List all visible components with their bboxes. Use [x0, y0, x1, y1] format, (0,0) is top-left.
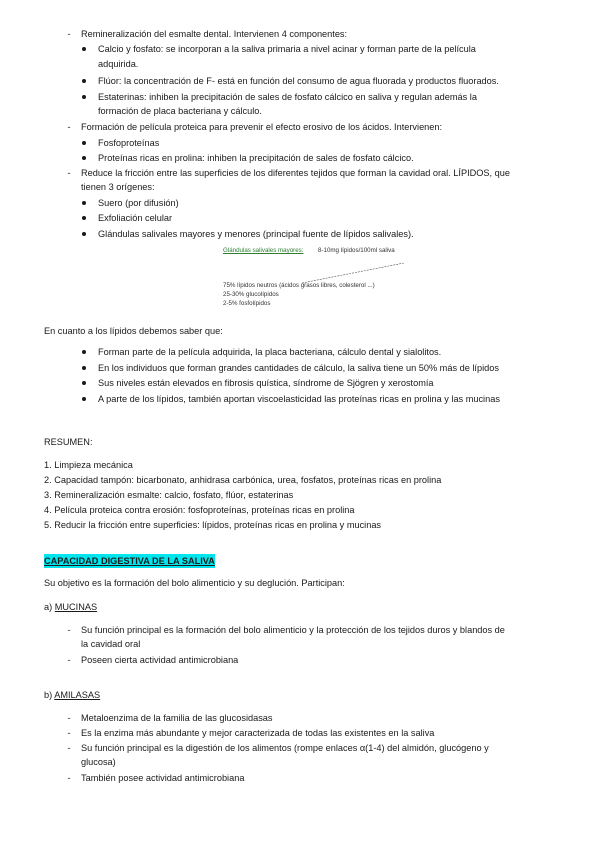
bullet-marker [80, 137, 88, 145]
digestiva-intro: Su objetivo es la formación del bolo alimenticio y su deglución. Participan: [44, 578, 345, 588]
amilasas-heading [44, 688, 100, 702]
resumen-item-1: 1. Limpieza mecánica [44, 460, 133, 470]
resumen-item-3: 3. Remineralización esmalte: calcio, fosfato, flúor, estaterinas [44, 490, 294, 500]
bullet-marker [80, 197, 88, 205]
remin-item-calcio-cont: adquirida. [98, 59, 139, 69]
dash-marker: - [67, 743, 71, 753]
amilasas-item-1: Metaloenzima de la familia de las glucosidasas [81, 713, 273, 723]
friccion-line-1: Reduce la fricción entre las superficies de los diferentes tejidos que forman la cavidad oral. LÍPIDOS, que [81, 168, 510, 178]
amilasas-title: AMILASAS [54, 690, 101, 700]
remin-item-estaterinas-cont: formación de placa bacteriana y cálculo. [98, 106, 262, 116]
lipidos-item-4: A parte de los lípidos, también aportan viscoelasticidad las proteínas ricas en prolina y las mucinas [98, 394, 500, 404]
digestiva-heading: CAPACIDAD DIGESTIVA DE LA SALIVA [44, 556, 215, 566]
mucinas-item-1: Su función principal es la formación del bolo alimenticio y la protección de los tejidos duros y blandos de [81, 625, 505, 635]
bullet-marker [80, 362, 88, 370]
bullet-marker [80, 212, 88, 220]
figure-link-text: Glándulas salivales mayores: [223, 247, 304, 254]
dash-marker: - [67, 773, 71, 783]
dash-marker: - [67, 625, 71, 635]
pelicula-item-fosfoproteinas: Fosfoproteínas [98, 138, 160, 148]
mucinas-prefix: a) [44, 602, 55, 612]
lipidos-item-3: Sus niveles están elevados en fibrosis quística, síndrome de Sjögren y xerostomía [98, 378, 434, 388]
amilasas-item-2: Es la enzima más abundante y mejor caracterizada de todas las existentes en la saliva [81, 728, 435, 738]
figure-top-text: 8-10mg lípidos/100ml saliva [318, 247, 395, 254]
pelicula-item-prolina: Proteínas ricas en prolina: inhiben la precipitación de sales de fosfato cálcico. [98, 153, 414, 163]
resumen-title: RESUMEN: [44, 437, 93, 447]
lipidos-item-1: Forman parte de la película adquirida, la placa bacteriana, cálculo dental y sialolitos. [98, 347, 442, 357]
dash-marker: - [67, 29, 71, 39]
dash-marker: - [67, 713, 71, 723]
mucinas-item-2: Poseen cierta actividad antimicrobiana [81, 655, 239, 665]
resumen-item-2: 2. Capacidad tampón: bicarbonato, anhidrasa carbónica, urea, fosfatos, proteínas ricas en prolina [44, 475, 442, 485]
dash-marker: - [67, 122, 71, 132]
bullet-marker [80, 346, 88, 354]
bullet-marker [80, 43, 88, 51]
friccion-item-exfoliacion: Exfoliación celular [98, 213, 173, 223]
dash-marker: - [67, 168, 71, 178]
remin-item-calcio: Calcio y fosfato: se incorporan a la saliva primaria a nivel acinar y forman parte de la película [98, 44, 476, 54]
mucinas-title: MUCINAS [54, 602, 98, 612]
amilasas-item-3: Su función principal es la digestión de los alimentos (rompe enlaces α(1-4) del almidón, glucógeno y [81, 743, 489, 753]
amilasas-item-4: También posee actividad antimicrobiana [81, 773, 245, 783]
dash-marker: - [67, 728, 71, 738]
resumen-item-5: 5. Reducir la fricción entre superficies: lípidos, proteínas ricas en prolina y mucinas [44, 520, 382, 530]
amilasas-prefix: b) [44, 690, 55, 700]
friccion-line-2: tienen 3 orígenes: [81, 182, 155, 192]
friccion-item-glandulas: Glándulas salivales mayores y menores (principal fuente de lípidos salivales). [98, 229, 414, 239]
figure-line-fosfolipidos: 2-5% fosfolípidos [223, 300, 271, 307]
mucinas-item-1-cont: la cavidad oral [81, 639, 141, 649]
bullet-marker [80, 377, 88, 385]
figure-line-glucolipidos: 25-30% glucolípidos [223, 291, 279, 298]
amilasas-item-3-cont: glucosa) [81, 757, 116, 767]
bullet-marker [80, 75, 88, 83]
bullet-marker [80, 91, 88, 99]
dash-marker: - [67, 655, 71, 665]
remin-item-estaterinas: Estaterinas: inhiben la precipitación de sales de fosfato cálcico en saliva y regulan además la [98, 92, 477, 102]
bullet-marker [80, 152, 88, 160]
bullet-marker [80, 228, 88, 236]
resumen-item-4: 4. Película proteica contra erosión: fosfoproteínas, proteínas ricas en prolina [44, 505, 355, 515]
lipidos-intro: En cuanto a los lípidos debemos saber que: [44, 326, 223, 336]
mucinas-heading [44, 600, 97, 614]
friccion-item-suero: Suero (por difusión) [98, 198, 179, 208]
figure-line-neutros: 75% lípidos neutros (ácidos grasos libres, colesterol ...) [223, 282, 375, 289]
remin-title: Remineralización del esmalte dental. Intervienen 4 componentes: [81, 29, 348, 39]
lipidos-item-2: En los individuos que forman grandes cantidades de cálculo, la saliva tiene un 50% más de lípidos [98, 363, 499, 373]
bullet-marker [80, 393, 88, 401]
remin-item-fluor: Flúor: la concentración de F- está en función del consumo de agua fluorada y productos fluorados. [98, 76, 499, 86]
pelicula-title: Formación de película proteica para prevenir el efecto erosivo de los ácidos. Intervienen: [81, 122, 443, 132]
